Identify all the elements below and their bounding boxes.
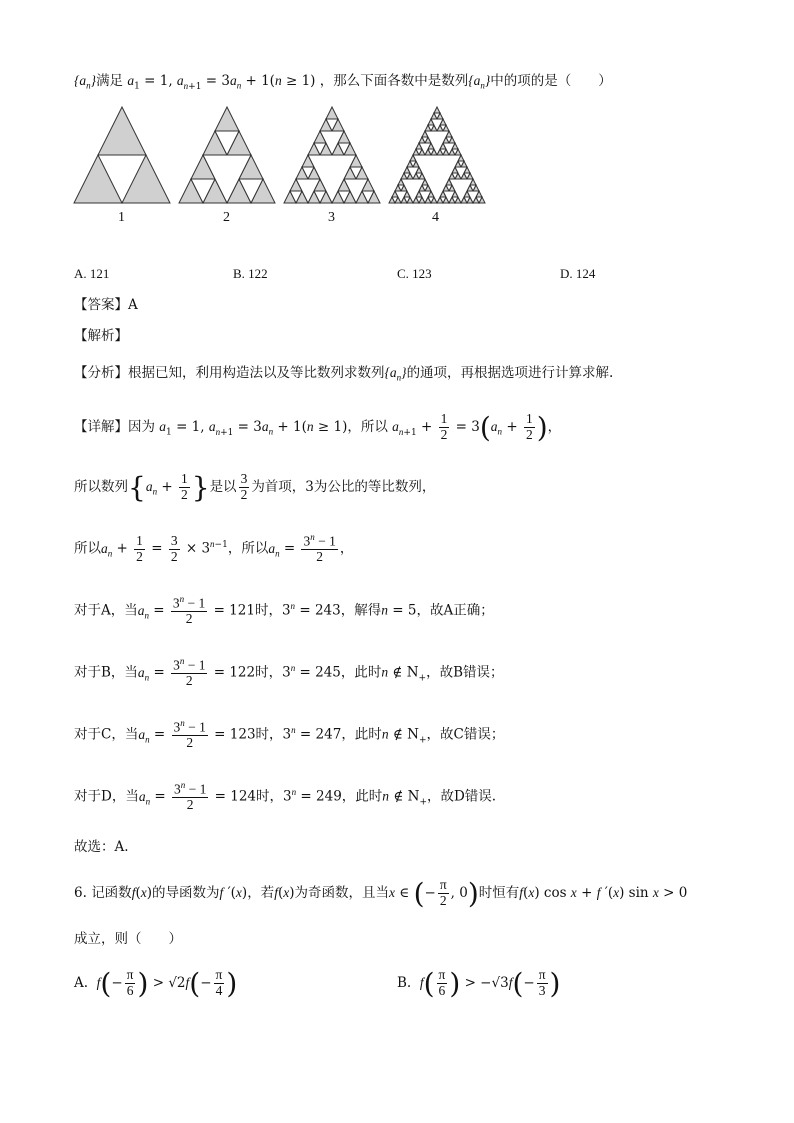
sierpinski-figure-4 (387, 105, 487, 205)
case-d-line: 对于D，当$a_n$ = $\frac{3^n - 1}{2}$ = 124时，$3^n = 249$，此时n ∉ $N_+$，故D错误. (74, 780, 497, 813)
figure-label-3: 3 (328, 210, 335, 225)
figure-label-4: 4 (432, 210, 439, 225)
sierpinski-figure-1 (72, 105, 172, 205)
option-c: C. 123 (397, 266, 432, 281)
analysis-title: 【解析】 (74, 328, 128, 344)
case-a-line: 对于A，当$a_n$ = $\frac{3^n - 1}{2}$ = 121时，$3^n = 243$，解得n = 5，故A正确； (74, 594, 494, 627)
detail-line-2: 所以数列{$a_n$ + $\frac{1}{2}$ }是以 $\frac{3}{2}$ 为首项，3为公比的等比数列， (74, 470, 436, 504)
q6-option-a: A. f(− $\frac{\pi}{6}$ ) > √2f(− $\frac{\pi}{4}$ ) (74, 966, 238, 1000)
q6-stem: 6. 记函数f(x)的导函数为f ′(x)，若f(x)为奇函数，且当x ∈ (− $\frac{\pi}{2}$ , 0)时恒有f(x) cos x + f ′(x) sin x > 0 (74, 876, 688, 910)
q6-option-b: B. f( $\frac{\pi}{6}$ ) > −√3f(− $\frac{\pi}{3}$ ) (397, 966, 561, 1000)
case-c-line: 对于C，当$a_n$ = $\frac{3^n - 1}{2}$ = 123时，$3^n = 247$，此时n ∉ $N_+$，故C错误； (74, 718, 505, 751)
q6-stem-cont: 成立，则（ ） (74, 931, 182, 947)
filled-triangle (326, 107, 338, 119)
detail-line-3: 所以$a_n$ + $\frac{1}{2}$ = $\frac{3}{2}$ × $3^{n-1}$，所以$a_n$ = $\frac{3^n - 1}{2}$ ， (74, 532, 354, 565)
case-b-line: 对于B，当$a_n$ = $\frac{3^n - 1}{2}$ = 122时，$3^n = 245$，此时n ∉ $N_+$，故B错误； (74, 656, 504, 689)
filled-triangle (434, 107, 440, 113)
option-d: D. 124 (560, 266, 596, 281)
detail-line-1: 【详解】因为 $a_1 = 1$, $a_{n+1} = 3a_n + 1(n \ge 1)$，所以 $a_{n+1}$ + $\frac{1}{2}$ = $3(a_n$ + $\frac{1}{2}$ )， (74, 410, 562, 444)
analysis-line: 【分析】根据已知，利用构造法以及等比数列求数列$\{a_n\}$的通项，再根据选项进行计算求解. (74, 365, 614, 383)
option-a: A. 121 (74, 266, 110, 281)
q5-stem: $\{a_n\}$满足 $a_1 = 1$, $a_{n+1} = 3a_n + 1(n \ge 1)$ ，那么下面各数中是数列$\{a_n\}$中的项的是（ ） (74, 73, 612, 92)
choose-line: 故选：A. (74, 839, 129, 855)
figure-label-2: 2 (223, 210, 230, 225)
figure-label-1: 1 (118, 210, 125, 225)
sierpinski-figure-2 (177, 105, 277, 205)
answer: 【答案】A (74, 297, 138, 313)
sierpinski-figure-3 (282, 105, 382, 205)
filled-triangle (215, 107, 239, 131)
option-b: B. 122 (233, 266, 268, 281)
